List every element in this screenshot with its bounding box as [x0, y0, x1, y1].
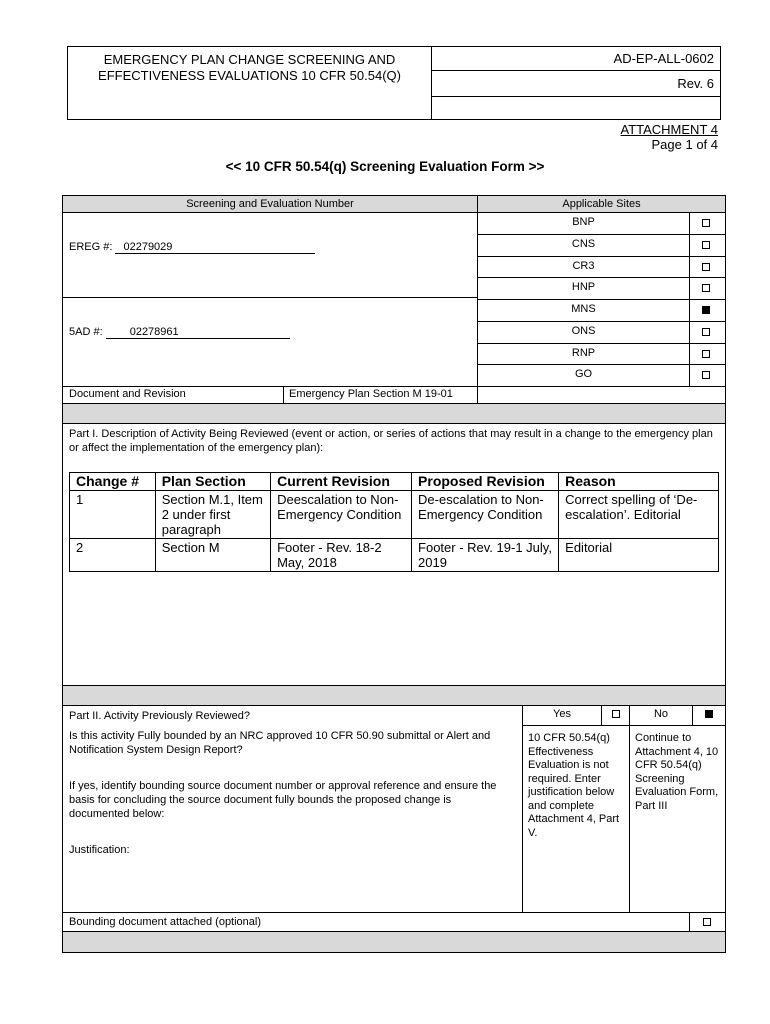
ad-label: 5AD #: [69, 326, 103, 338]
ereg-field [69, 241, 315, 254]
part2-question: Is this activity Fully bounded by an NRC approved 10 CFR 50.90 submittal or Alert and Notification System Design Report? [69, 730, 491, 756]
ereg-label: EREG #: [69, 241, 113, 253]
site-name-hnp: HNP [571, 281, 596, 294]
table-cell: Deescalation to Non-Emergency Condition [271, 491, 412, 539]
table-cell: Section M [155, 539, 270, 572]
ad-field [69, 326, 290, 339]
site-name-go: GO [574, 368, 593, 381]
document-title [68, 47, 432, 119]
gray-divider-3 [63, 932, 725, 952]
site-checkbox-hnp[interactable] [702, 284, 710, 292]
revision: Rev. 6 [677, 76, 714, 91]
no-checkbox[interactable] [705, 710, 713, 718]
site-name-cr3: CR3 [572, 259, 595, 272]
site-checkbox-mns[interactable] [702, 306, 710, 314]
table-cell: Editorial [559, 539, 719, 572]
attachment-label [620, 122, 718, 152]
yes-checkbox[interactable] [612, 710, 620, 718]
no-label: No [653, 708, 669, 720]
site-name-rnp: RNP [571, 346, 596, 359]
changes-table [69, 472, 719, 572]
applicable-sites-header: Applicable Sites [478, 196, 725, 212]
table-cell: Section M.1, Item 2 under first paragraph [155, 491, 270, 539]
table-cell: Correct spelling of ‘De-escalation’. Editorial [559, 491, 719, 539]
table-row [70, 491, 719, 539]
no-instructions: Continue to Attachment 4, 10 CFR 50.54(q) Screening Evaluation Form, Part III [635, 732, 719, 812]
site-checkbox-bnp[interactable] [702, 219, 710, 227]
site-checkbox-ons[interactable] [702, 328, 710, 336]
form-title: << 10 CFR 50.54(q) Screening Evaluation Form >> [225, 159, 545, 174]
site-name-cns: CNS [571, 237, 596, 250]
doc-revision-label: Document and Revision [69, 388, 186, 400]
yes-instructions: 10 CFR 50.54(q) Effectiveness Evaluation is not required. Enter justification below and complete Attachment 4, Part V. [528, 732, 620, 839]
document-header [67, 46, 721, 120]
site-name-bnp: BNP [572, 216, 595, 228]
doc-revision-value: Emergency Plan Section M 19-01 [289, 388, 453, 400]
table-cell: 1 [70, 491, 156, 539]
column-header: Change # [70, 473, 156, 491]
site-checkbox-cr3[interactable] [702, 263, 710, 271]
title-line-1: EMERGENCY PLAN CHANGE SCREENING AND [103, 52, 396, 67]
part2-instruction: If yes, identify bounding source document number or approval reference and ensure the basis for concluding the source document fully bounds the proposed change is documented below: [69, 780, 497, 820]
site-checkbox-rnp[interactable] [702, 350, 710, 358]
doc-number: AD-EP-ALL-0602 [613, 51, 714, 66]
site-name-ons: ONS [571, 324, 596, 337]
site-name-mns: MNS [571, 303, 596, 315]
gray-divider-2 [63, 686, 725, 705]
table-cell: 2 [70, 539, 156, 572]
table-cell: Footer - Rev. 18-2 May, 2018 [271, 539, 412, 572]
site-checkbox-go[interactable] [702, 371, 710, 379]
bounding-label: Bounding document attached (optional) [69, 916, 262, 928]
site-checkbox-cns[interactable] [702, 241, 710, 249]
part2-title: Part II. Activity Previously Reviewed? [69, 710, 250, 722]
gray-divider-1 [63, 404, 725, 423]
justification-label: Justification: [69, 844, 130, 856]
bounding-checkbox[interactable] [703, 918, 711, 926]
attachment-number: ATTACHMENT 4 [620, 122, 718, 137]
yes-label: Yes [553, 708, 571, 720]
table-cell: Footer - Rev. 19-1 July, 2019 [412, 539, 559, 572]
part1-description: Part I. Description of Activity Being Reviewed (event or action, or series of actions that may result in a change to the emergency plan or affect the implementation of the emergency plan): [69, 428, 713, 454]
table-cell: De-escalation to Non-Emergency Condition [412, 491, 559, 539]
ereg-value[interactable]: 02279029 [115, 241, 315, 254]
screening-form [62, 195, 726, 953]
column-header: Current Revision [271, 473, 412, 491]
column-header: Plan Section [155, 473, 270, 491]
ad-value[interactable]: 02278961 [106, 326, 290, 339]
page-number: Page 1 of 4 [651, 137, 718, 152]
table-row [70, 539, 719, 572]
column-header: Proposed Revision [412, 473, 559, 491]
title-line-2: EFFECTIVENESS EVALUATIONS 10 CFR 50.54(Q) [98, 68, 401, 83]
screening-number-header: Screening and Evaluation Number [63, 196, 477, 212]
column-header: Reason [559, 473, 719, 491]
